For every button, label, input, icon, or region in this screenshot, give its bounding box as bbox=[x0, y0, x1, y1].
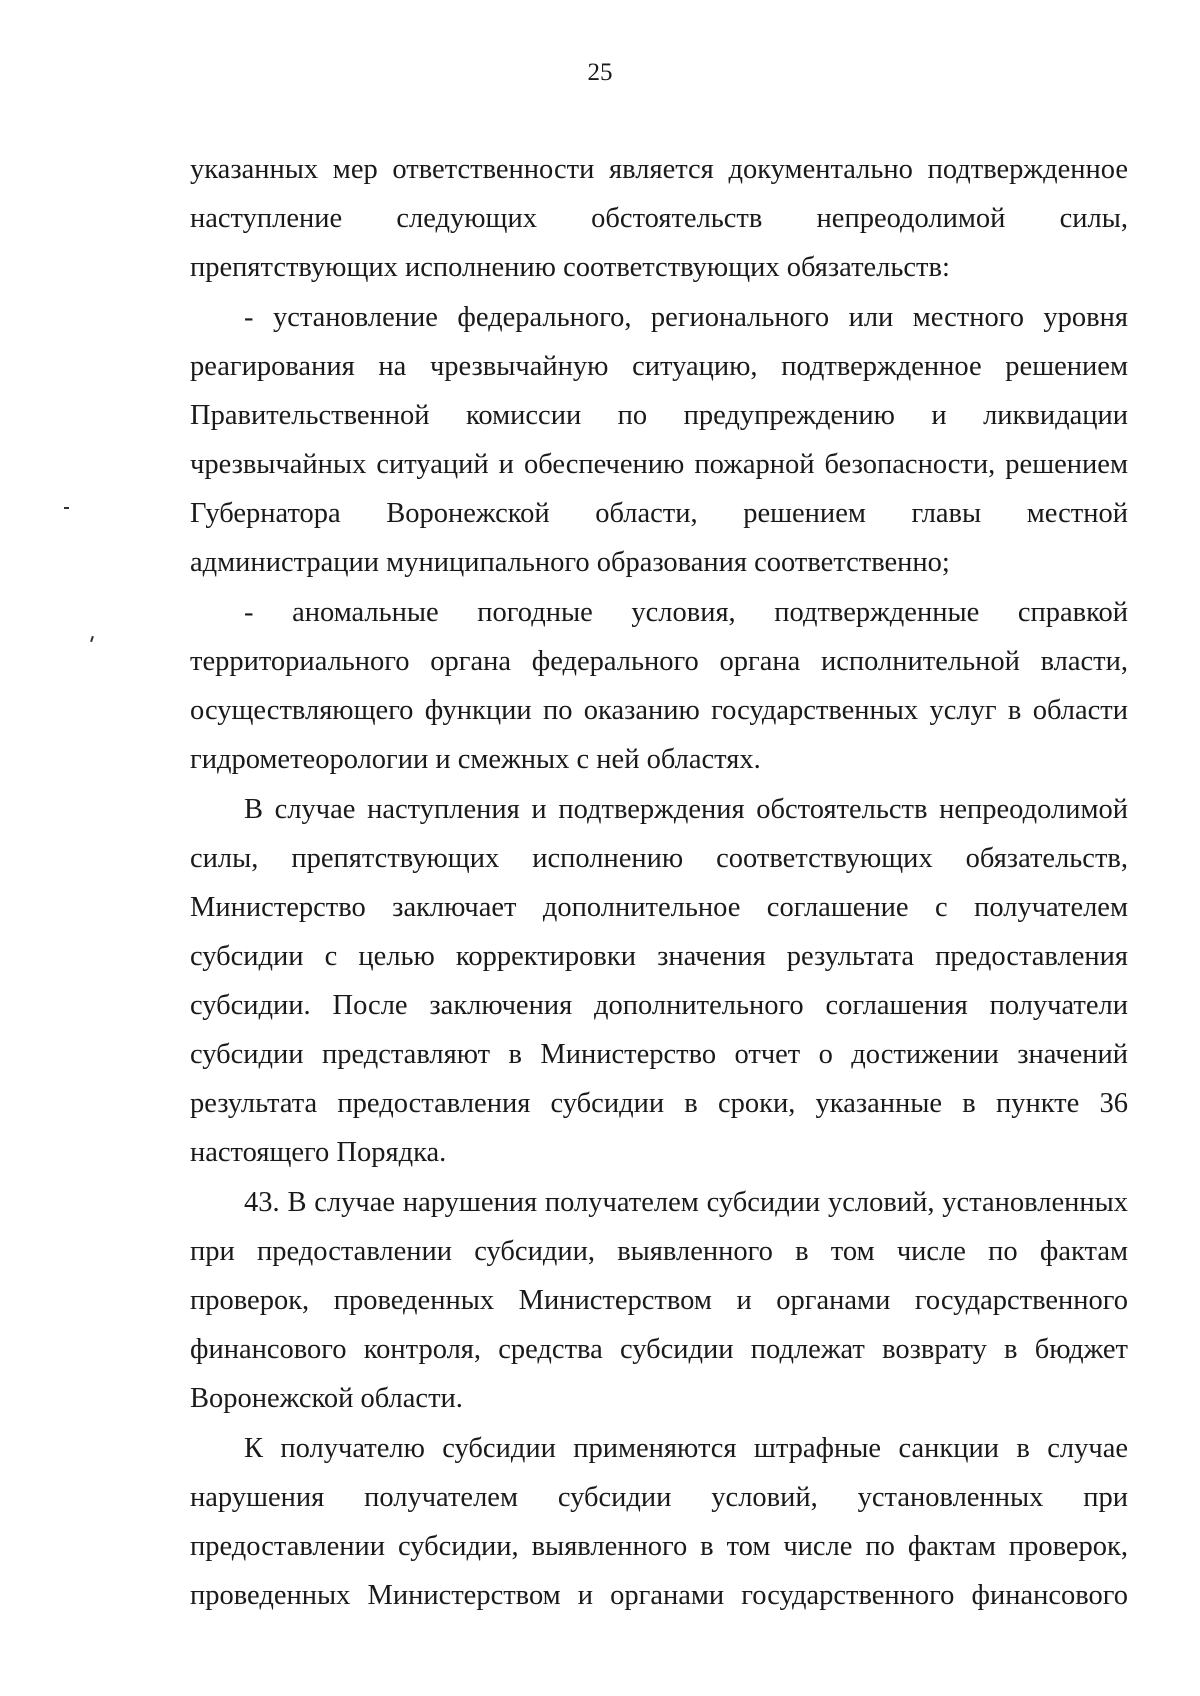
page-number: 25 bbox=[587, 59, 613, 86]
paragraph-6 bbox=[190, 1424, 1128, 1620]
text-line: субсидии. После заключения дополнительного соглашения получатели bbox=[190, 990, 1128, 1021]
text-line: настоящего Порядка. bbox=[190, 1137, 447, 1168]
text-line: В случае наступления и подтверждения обстоятельств непреодолимой bbox=[244, 794, 1128, 825]
paragraph-3 bbox=[190, 588, 1128, 784]
scan-artifact bbox=[64, 507, 69, 509]
text-line: проверок, проведенных Министерством и органами государственного bbox=[190, 1285, 1128, 1316]
paragraph-1 bbox=[190, 145, 1128, 292]
text-line: финансового контроля, средства субсидии подлежат возврату в бюджет bbox=[190, 1334, 1128, 1365]
paragraph-2 bbox=[190, 293, 1128, 587]
text-line: Воронежской области. bbox=[190, 1383, 463, 1414]
text-line: осуществляющего функции по оказанию государственных услуг в области bbox=[190, 695, 1128, 726]
text-line: - установление федерального, регионального или местного уровня bbox=[244, 302, 1128, 333]
text-line: реагирования на чрезвычайную ситуацию, подтвержденное решением bbox=[190, 351, 1128, 382]
text-line: Правительственной комиссии по предупреждению и ликвидации bbox=[190, 400, 1128, 431]
text-line: субсидии представляют в Министерство отчет о достижении значений bbox=[190, 1039, 1128, 1070]
text-line: предоставлении субсидии, выявленного в том числе по фактам проверок, bbox=[190, 1531, 1128, 1562]
text-line: силы, препятствующих исполнению соответствующих обязательств, bbox=[190, 843, 1128, 874]
text-line: администрации муниципального образования соответственно; bbox=[190, 547, 950, 578]
text-line: проведенных Министерством и органами государственного финансового bbox=[190, 1580, 1128, 1611]
paragraph-5 bbox=[190, 1178, 1128, 1423]
scan-artifact bbox=[90, 636, 94, 642]
text-line: - аномальные погодные условия, подтвержденные справкой bbox=[244, 597, 1128, 628]
text-line: 43. В случае нарушения получателем субсидии условий, установленных bbox=[244, 1187, 1128, 1218]
text-line: Министерство заключает дополнительное соглашение с получателем bbox=[190, 892, 1128, 923]
text-line: чрезвычайных ситуаций и обеспечению пожарной безопасности, решением bbox=[190, 449, 1128, 480]
text-line: указанных мер ответственности является документально подтвержденное bbox=[190, 154, 1128, 185]
text-line: гидрометеорологии и смежных с ней областях. bbox=[190, 744, 761, 775]
paragraph-4 bbox=[190, 785, 1128, 1177]
text-line: наступление следующих обстоятельств непреодолимой силы, bbox=[190, 203, 1128, 234]
text-line: при предоставлении субсидии, выявленного в том числе по фактам bbox=[190, 1236, 1128, 1267]
text-line: Губернатора Воронежской области, решением главы местной bbox=[190, 498, 1128, 529]
document-body bbox=[190, 145, 1128, 1620]
text-line: субсидии с целью корректировки значения результата предоставления bbox=[190, 941, 1128, 972]
text-line: территориального органа федерального органа исполнительной власти, bbox=[190, 646, 1128, 677]
text-line: результата предоставления субсидии в сроки, указанные в пункте 36 bbox=[190, 1088, 1128, 1119]
text-line: нарушения получателем субсидии условий, установленных при bbox=[190, 1482, 1128, 1513]
text-line: К получателю субсидии применяются штрафные санкции в случае bbox=[244, 1433, 1128, 1464]
text-line: препятствующих исполнению соответствующих обязательств: bbox=[190, 252, 950, 283]
